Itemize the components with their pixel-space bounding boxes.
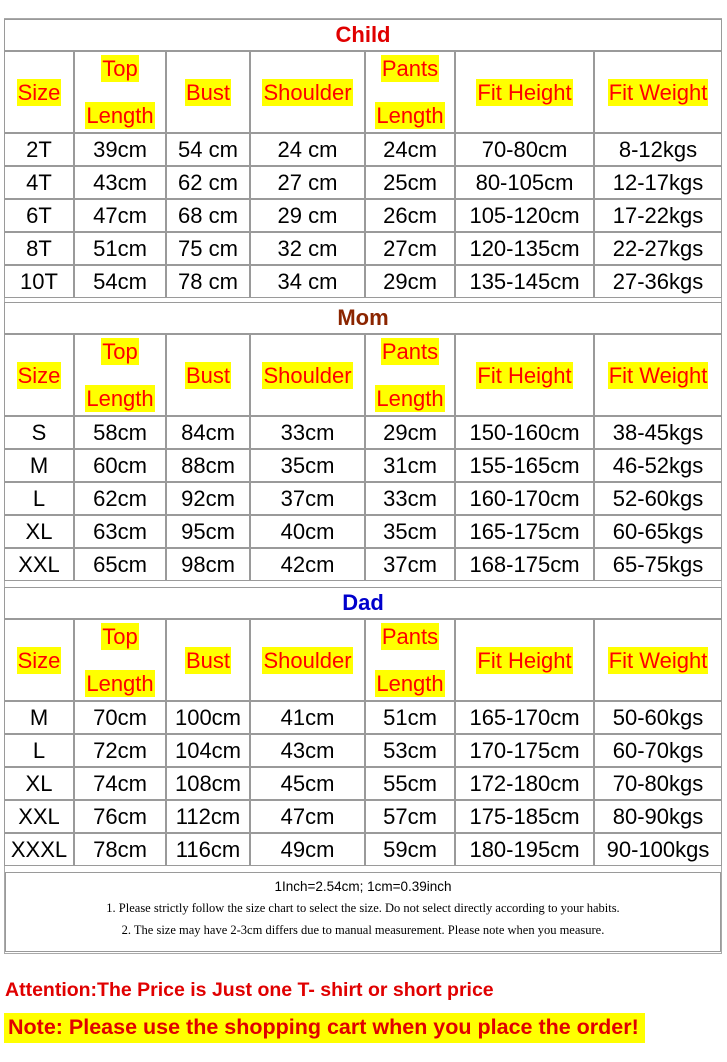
- cell-top-length: 70cm: [74, 701, 166, 734]
- header-shoulder: Shoulder: [263, 79, 352, 105]
- cell-fit-height: 70-80cm: [455, 133, 594, 166]
- cell-size: 6T: [4, 199, 74, 232]
- table-row: [4, 265, 722, 298]
- cell-fit-height: 160-170cm: [455, 482, 594, 515]
- cell-pants-length: 31cm: [365, 449, 455, 482]
- cell-size: M: [4, 449, 74, 482]
- table-row: [4, 133, 722, 166]
- cell-size: 2T: [4, 133, 74, 166]
- cell-bust: 100cm: [166, 701, 250, 734]
- section-title-child: Child: [4, 19, 722, 51]
- cell-top-length: 76cm: [74, 800, 166, 833]
- cell-size: XXL: [4, 800, 74, 833]
- cell-fit-weight: 80-90kgs: [594, 800, 722, 833]
- cell-fit-weight: 65-75kgs: [594, 548, 722, 581]
- cell-bust: 108cm: [166, 767, 250, 800]
- cell-shoulder: 33cm: [250, 416, 365, 449]
- header-bust: Bust: [185, 79, 231, 105]
- cell-shoulder: 24 cm: [250, 133, 365, 166]
- cell-fit-height: 180-195cm: [455, 833, 594, 866]
- table-row: [4, 515, 722, 548]
- cell-bust: 104cm: [166, 734, 250, 767]
- child-size-table: [4, 19, 722, 298]
- table-row: [4, 701, 722, 734]
- cell-top-length: 72cm: [74, 734, 166, 767]
- header-pants: Pants: [381, 56, 439, 81]
- header-top-length: Length: [86, 103, 154, 128]
- cell-shoulder: 47cm: [250, 800, 365, 833]
- cell-top-length: 51cm: [74, 232, 166, 265]
- cell-fit-height: 155-165cm: [455, 449, 594, 482]
- header-fit-height: Fit Height: [477, 79, 572, 105]
- header-fit-weight: Fit Weight: [608, 647, 708, 673]
- cell-pants-length: 24cm: [365, 133, 455, 166]
- cell-shoulder: 29 cm: [250, 199, 365, 232]
- header-pants-length: Length: [376, 386, 444, 411]
- cell-size: 8T: [4, 232, 74, 265]
- cell-shoulder: 42cm: [250, 548, 365, 581]
- cell-fit-height: 165-170cm: [455, 701, 594, 734]
- header-size: Size: [17, 647, 61, 673]
- cell-bust: 98cm: [166, 548, 250, 581]
- header-top: Top: [102, 339, 138, 364]
- cell-fit-height: 175-185cm: [455, 800, 594, 833]
- unit-conversion: 1Inch=2.54cm; 1cm=0.39inch: [274, 879, 452, 894]
- cell-shoulder: 27 cm: [250, 166, 365, 199]
- cell-fit-weight: 17-22kgs: [594, 199, 722, 232]
- note-2: 2. The size may have 2-3cm differs due to manual measurement. Please note when you measure.: [121, 923, 605, 937]
- header-row: [4, 619, 722, 701]
- cell-top-length: 65cm: [74, 548, 166, 581]
- header-pants: Pants: [381, 624, 439, 649]
- header-fit-height: Fit Height: [477, 362, 572, 388]
- cell-bust: 78 cm: [166, 265, 250, 298]
- table-row: [4, 548, 722, 581]
- note-1: 1. Please strictly follow the size chart to select the size. Do not select directly according to your habits.: [106, 901, 620, 915]
- cell-fit-weight: 60-70kgs: [594, 734, 722, 767]
- cell-size: M: [4, 701, 74, 734]
- mom-size-table: [4, 302, 722, 581]
- table-row: [4, 833, 722, 866]
- header-size: Size: [17, 79, 61, 105]
- header-pants: Pants: [381, 339, 439, 364]
- cell-fit-height: 135-145cm: [455, 265, 594, 298]
- cell-fit-height: 170-175cm: [455, 734, 594, 767]
- cell-bust: 88cm: [166, 449, 250, 482]
- cell-pants-length: 26cm: [365, 199, 455, 232]
- cell-pants-length: 33cm: [365, 482, 455, 515]
- table-row: [4, 767, 722, 800]
- header-bust: Bust: [185, 647, 231, 673]
- cell-fit-weight: 22-27kgs: [594, 232, 722, 265]
- cell-fit-weight: 8-12kgs: [594, 133, 722, 166]
- cell-shoulder: 43cm: [250, 734, 365, 767]
- cell-pants-length: 37cm: [365, 548, 455, 581]
- header-top: Top: [102, 624, 138, 649]
- cell-shoulder: 34 cm: [250, 265, 365, 298]
- cell-fit-weight: 70-80kgs: [594, 767, 722, 800]
- header-row: [4, 51, 722, 133]
- section-title-mom: Mom: [4, 302, 722, 334]
- cell-top-length: 63cm: [74, 515, 166, 548]
- cell-size: L: [4, 482, 74, 515]
- cell-fit-height: 168-175cm: [455, 548, 594, 581]
- cell-shoulder: 35cm: [250, 449, 365, 482]
- cell-size: L: [4, 734, 74, 767]
- section-title-dad: Dad: [4, 587, 722, 619]
- cell-top-length: 62cm: [74, 482, 166, 515]
- cell-pants-length: 35cm: [365, 515, 455, 548]
- cell-bust: 75 cm: [166, 232, 250, 265]
- header-top: Top: [102, 56, 138, 81]
- cell-bust: 116cm: [166, 833, 250, 866]
- header-shoulder: Shoulder: [263, 362, 352, 388]
- header-row: [4, 334, 722, 416]
- header-top-length: Length: [86, 386, 154, 411]
- header-fit-weight: Fit Weight: [608, 79, 708, 105]
- header-fit-height: Fit Height: [477, 647, 572, 673]
- cell-fit-weight: 27-36kgs: [594, 265, 722, 298]
- cell-fit-weight: 60-65kgs: [594, 515, 722, 548]
- cell-pants-length: 55cm: [365, 767, 455, 800]
- cell-pants-length: 59cm: [365, 833, 455, 866]
- cell-top-length: 58cm: [74, 416, 166, 449]
- cell-size: XL: [4, 767, 74, 800]
- attention-text: Attention:The Price is Just one T- shirt or short price: [5, 979, 494, 1001]
- cell-top-length: 54cm: [74, 265, 166, 298]
- cell-shoulder: 40cm: [250, 515, 365, 548]
- table-row: [4, 166, 722, 199]
- cell-pants-length: 51cm: [365, 701, 455, 734]
- cell-fit-weight: 52-60kgs: [594, 482, 722, 515]
- cell-fit-height: 105-120cm: [455, 199, 594, 232]
- table-row: [4, 800, 722, 833]
- cell-bust: 84cm: [166, 416, 250, 449]
- cell-fit-height: 172-180cm: [455, 767, 594, 800]
- cell-shoulder: 49cm: [250, 833, 365, 866]
- cell-bust: 112cm: [166, 800, 250, 833]
- cell-shoulder: 32 cm: [250, 232, 365, 265]
- table-row: [4, 199, 722, 232]
- cell-fit-weight: 50-60kgs: [594, 701, 722, 734]
- cell-top-length: 74cm: [74, 767, 166, 800]
- cell-fit-weight: 38-45kgs: [594, 416, 722, 449]
- cell-fit-height: 150-160cm: [455, 416, 594, 449]
- cell-pants-length: 25cm: [365, 166, 455, 199]
- cell-top-length: 43cm: [74, 166, 166, 199]
- cell-pants-length: 27cm: [365, 232, 455, 265]
- measurement-notes: [5, 872, 721, 952]
- cell-bust: 92cm: [166, 482, 250, 515]
- cell-fit-weight: 12-17kgs: [594, 166, 722, 199]
- table-row: [4, 232, 722, 265]
- dad-size-table: [4, 587, 722, 866]
- header-pants-length: Length: [376, 103, 444, 128]
- cell-bust: 54 cm: [166, 133, 250, 166]
- cell-pants-length: 29cm: [365, 416, 455, 449]
- cell-size: S: [4, 416, 74, 449]
- cell-bust: 62 cm: [166, 166, 250, 199]
- cell-size: XL: [4, 515, 74, 548]
- table-row: [4, 449, 722, 482]
- cell-bust: 95cm: [166, 515, 250, 548]
- cell-top-length: 78cm: [74, 833, 166, 866]
- cell-size: 4T: [4, 166, 74, 199]
- header-shoulder: Shoulder: [263, 647, 352, 673]
- cell-shoulder: 41cm: [250, 701, 365, 734]
- header-pants-length: Length: [376, 671, 444, 696]
- table-row: [4, 416, 722, 449]
- cell-fit-weight: 90-100kgs: [594, 833, 722, 866]
- cell-pants-length: 57cm: [365, 800, 455, 833]
- header-size: Size: [17, 362, 61, 388]
- cell-fit-height: 165-175cm: [455, 515, 594, 548]
- header-fit-weight: Fit Weight: [608, 362, 708, 388]
- cell-fit-height: 80-105cm: [455, 166, 594, 199]
- cell-bust: 68 cm: [166, 199, 250, 232]
- cart-note: Note: Please use the shopping cart when you place the order!: [4, 1013, 645, 1043]
- table-row: [4, 734, 722, 767]
- cell-pants-length: 53cm: [365, 734, 455, 767]
- cell-pants-length: 29cm: [365, 265, 455, 298]
- cell-fit-height: 120-135cm: [455, 232, 594, 265]
- table-row: [4, 482, 722, 515]
- cell-shoulder: 45cm: [250, 767, 365, 800]
- cell-size: XXL: [4, 548, 74, 581]
- header-top-length: Length: [86, 671, 154, 696]
- cell-top-length: 39cm: [74, 133, 166, 166]
- cell-shoulder: 37cm: [250, 482, 365, 515]
- cell-size: XXXL: [4, 833, 74, 866]
- cell-fit-weight: 46-52kgs: [594, 449, 722, 482]
- cell-top-length: 60cm: [74, 449, 166, 482]
- header-bust: Bust: [185, 362, 231, 388]
- cell-top-length: 47cm: [74, 199, 166, 232]
- cell-size: 10T: [4, 265, 74, 298]
